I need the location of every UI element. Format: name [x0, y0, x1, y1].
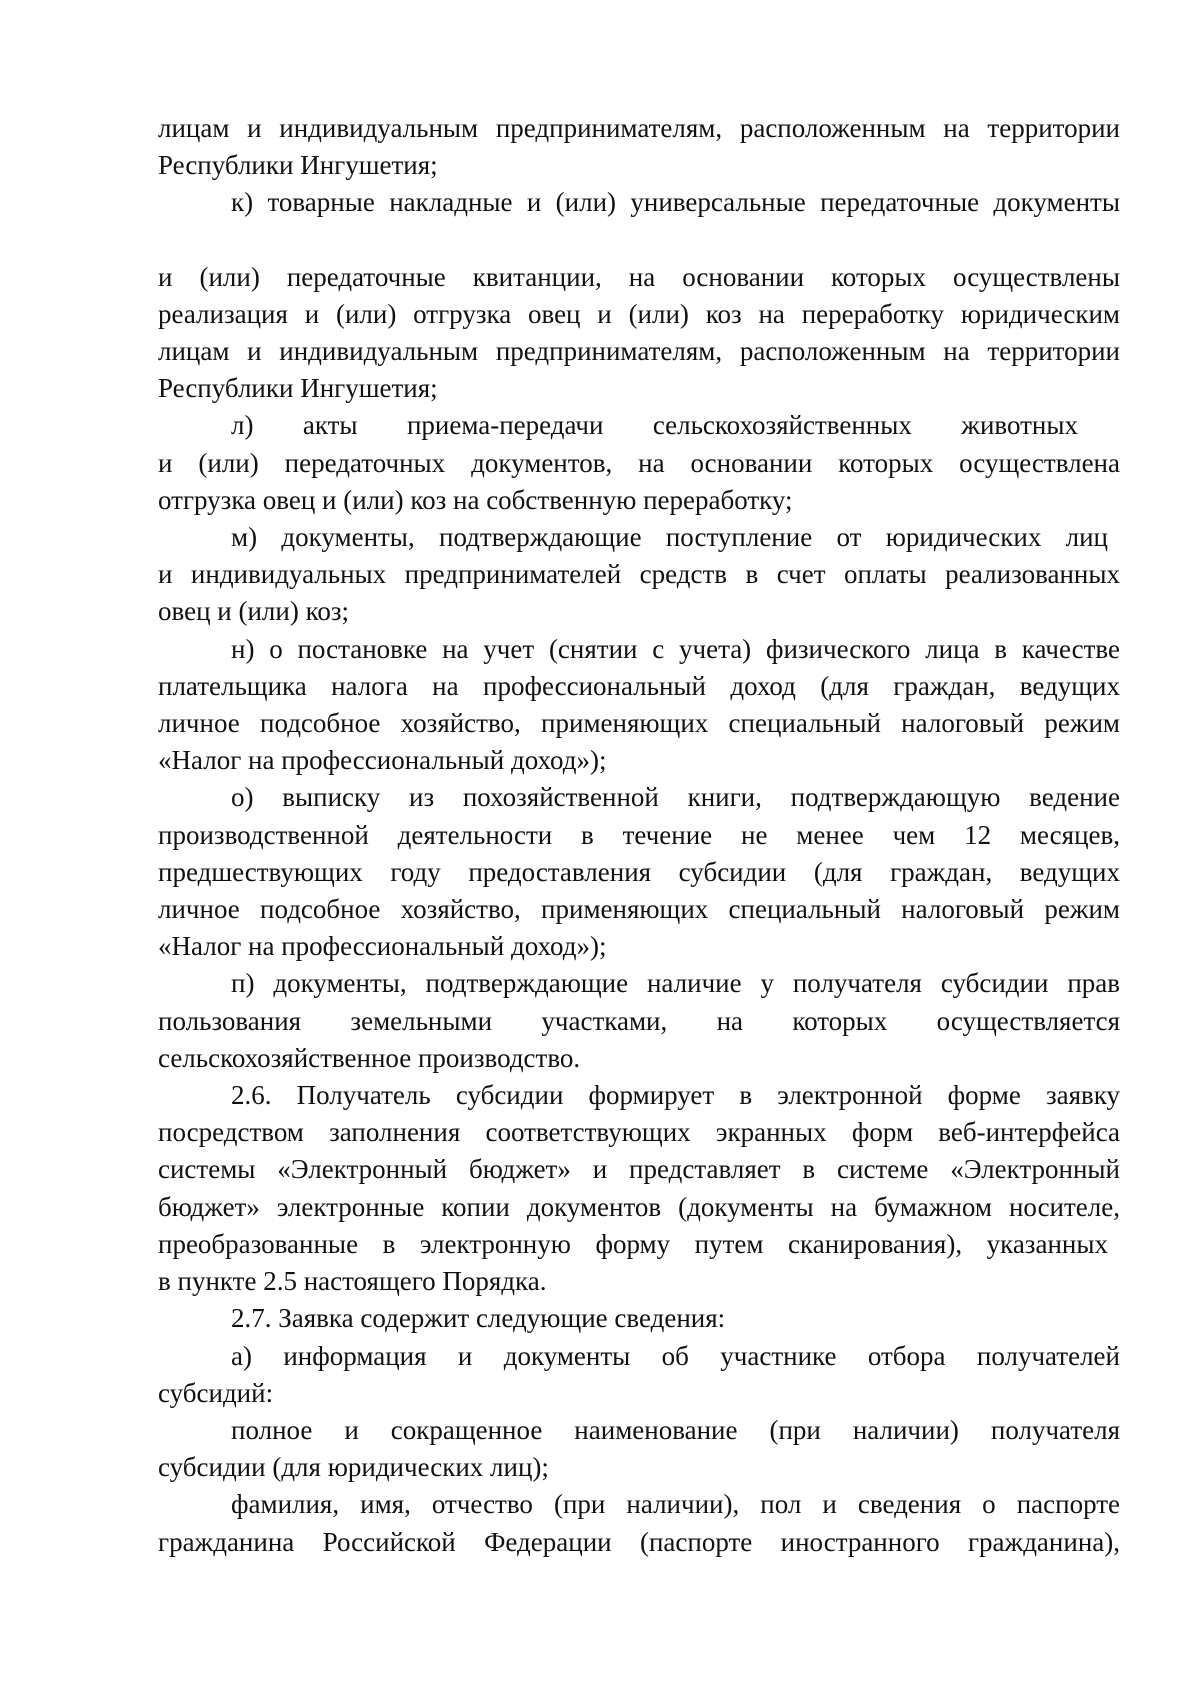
- paragraph-item-k-continued: [158, 259, 1120, 408]
- text-line: л) акты приема-передачи сельскохозяйственных животных: [231, 410, 1078, 441]
- text-line: сельскохозяйственное производство.: [158, 1042, 581, 1073]
- paragraph-full-name: [158, 1412, 1120, 1486]
- paragraph-item-n: [158, 631, 1120, 780]
- text-line: субсидии (для юридических лиц);: [158, 1452, 549, 1483]
- text-line: преобразованные в электронную форму путем сканирования), указанных: [158, 1228, 1108, 1259]
- text-line: а) информация и документы об участнике отбора получателей: [231, 1340, 1120, 1371]
- text-line: отгрузка овец и (или) коз на собственную переработку;: [158, 484, 793, 515]
- text-line: плательщика налога на профессиональный доход (для граждан, ведущих: [158, 670, 1120, 701]
- paragraph-item-l: [158, 407, 1120, 519]
- text-line: фамилия, имя, отчество (при наличии), пол и сведения о паспорте: [231, 1489, 1120, 1520]
- text-line: Республики Ингушетия;: [158, 373, 438, 404]
- text-line: н) о постановке на учет (снятии с учета) физического лица в качестве: [231, 633, 1120, 664]
- text-line: системы «Электронный бюджет» и представляет в системе «Электронный: [158, 1154, 1120, 1185]
- text-line: о) выписку из похозяйственной книги, подтверждающую ведение: [231, 782, 1120, 813]
- text-line: производственной деятельности в течение не менее чем 12 месяцев,: [158, 819, 1120, 850]
- text-line: 2.7. Заявка содержит следующие сведения:: [231, 1303, 726, 1334]
- paragraph-item-k: [158, 184, 1120, 221]
- text-line: полное и сокращенное наименование (при наличии) получателя: [231, 1414, 1120, 1445]
- text-line: лицам и индивидуальным предпринимателям, расположенным на территории: [158, 336, 1120, 367]
- text-line: личное подсобное хозяйство, применяющих специальный налоговый режим: [158, 708, 1120, 739]
- text-line: личное подсобное хозяйство, применяющих специальный налоговый режим: [158, 894, 1120, 925]
- text-line: м) документы, подтверждающие поступление от юридических лиц: [231, 522, 1108, 553]
- paragraph-continuation: [158, 110, 1120, 184]
- text-line: «Налог на профессиональный доход»);: [158, 745, 607, 776]
- text-line: пользования земельными участками, на которых осуществляется: [158, 1005, 1120, 1036]
- text-line: и индивидуальных предпринимателей средств в счет оплаты реализованных: [158, 559, 1120, 590]
- text-line: к) товарные накладные и (или) универсальные передаточные документы: [231, 187, 1120, 218]
- text-line: п) документы, подтверждающие наличие у получателя субсидии прав: [231, 968, 1120, 999]
- text-line: посредством заполнения соответствующих экранных форм веб-интерфейса: [158, 1117, 1120, 1148]
- paragraph-2-6: [158, 1077, 1120, 1300]
- text-line: субсидий:: [158, 1377, 274, 1408]
- text-line: Республики Ингушетия;: [158, 150, 438, 181]
- text-line: и (или) передаточных документов, на основании которых осуществлена: [158, 447, 1120, 478]
- text-line: овец и (или) коз;: [158, 596, 349, 627]
- blank-gap: [158, 222, 1120, 259]
- paragraph-item-o: [158, 779, 1120, 965]
- text-line: реализация и (или) отгрузка овец и (или) коз на переработку юридическим: [158, 298, 1120, 329]
- paragraph-personal-data: [158, 1486, 1120, 1560]
- text-line: гражданина Российской Федерации (паспорте иностранного гражданина),: [158, 1526, 1120, 1557]
- document-page: [158, 110, 1120, 1561]
- paragraph-item-p: [158, 965, 1120, 1077]
- text-line: в пункте 2.5 настоящего Порядка.: [158, 1266, 547, 1297]
- paragraph-item-a: [158, 1338, 1120, 1412]
- paragraph-2-7: [158, 1300, 1120, 1337]
- paragraph-item-m: [158, 519, 1120, 631]
- text-line: бюджет» электронные копии документов (документы на бумажном носителе,: [158, 1191, 1120, 1222]
- text-line: предшествующих году предоставления субсидии (для граждан, ведущих: [158, 856, 1120, 887]
- text-line: лицам и индивидуальным предпринимателям, расположенным на территории: [158, 113, 1120, 143]
- text-line: 2.6. Получатель субсидии формирует в электронной форме заявку: [231, 1080, 1120, 1111]
- text-line: и (или) передаточные квитанции, на основании которых осуществлены: [158, 261, 1120, 292]
- text-line: «Налог на профессиональный доход»);: [158, 931, 607, 962]
